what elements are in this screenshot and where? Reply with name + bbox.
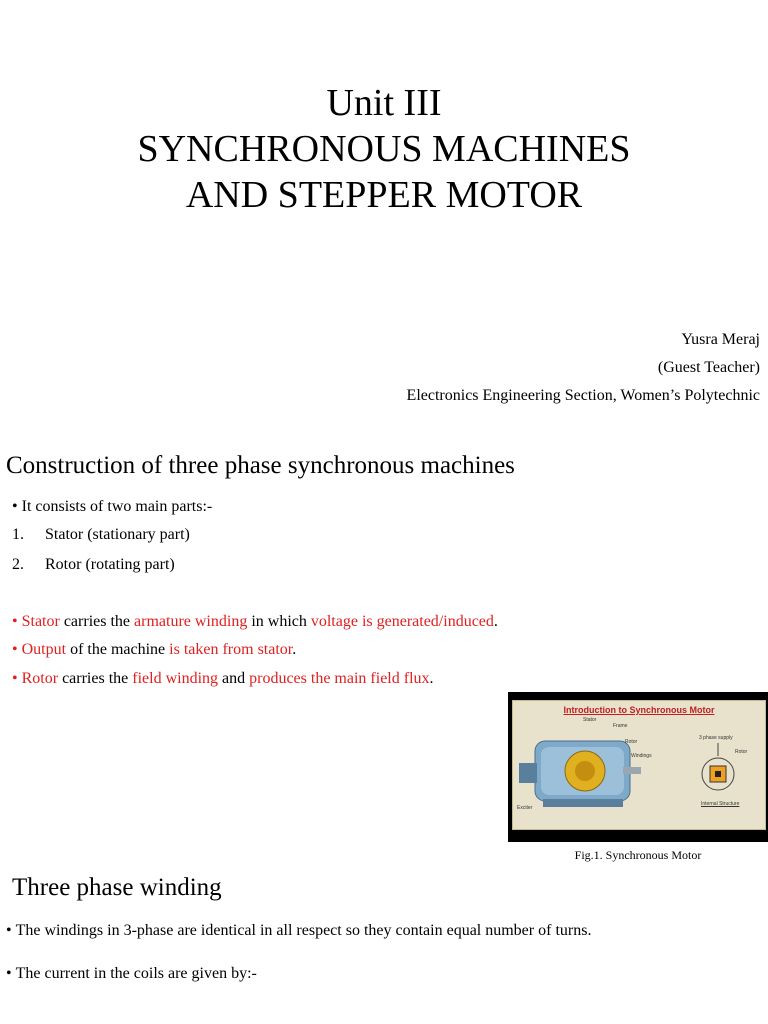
term-rotor: Rotor <box>21 670 59 687</box>
label-frame: Frame <box>613 723 628 729</box>
internal-rotor-core <box>715 771 721 777</box>
term-field-winding: field winding <box>132 670 219 687</box>
bullet-rotor <box>12 669 434 689</box>
bullet-dot: • <box>6 922 16 939</box>
text: . <box>292 641 297 658</box>
label-rotor-internal: Rotor <box>735 749 748 755</box>
bullet-output <box>12 640 296 660</box>
exciter-shape <box>519 763 537 783</box>
text: and <box>218 670 250 687</box>
item-number: 2. <box>12 556 24 573</box>
bullet-dot: • <box>6 965 16 982</box>
motor-illustration <box>513 701 765 829</box>
label-supply: 3 phase supply <box>699 735 733 741</box>
author-affiliation: Electronics Engineering Section, Women’s Polytechnic <box>406 387 760 404</box>
label-exciter: Exciter <box>517 805 533 811</box>
section-heading-construction: Construction of three phase synchronous machines <box>6 452 515 479</box>
bullet-windings-identical <box>6 921 591 941</box>
label-internal-structure: Internal Structure <box>701 801 740 807</box>
title-line-1: Unit III <box>326 82 442 124</box>
bullet-text: It consists of two main parts:- <box>21 498 213 515</box>
text: . <box>429 670 434 687</box>
item-text: Rotor (rotating part) <box>45 556 175 573</box>
figure-caption: Fig.1. Synchronous Motor <box>574 848 702 862</box>
rotor-core-shape <box>575 761 595 781</box>
numbered-item <box>12 555 175 575</box>
numbered-item <box>12 525 190 545</box>
figure-image <box>512 700 766 830</box>
text: in which <box>247 613 311 630</box>
text: carries the <box>59 613 135 630</box>
label-stator: Stator <box>583 717 597 723</box>
item-number: 1. <box>12 526 24 543</box>
bullet-text: The windings in 3-phase are identical in all respect so they contain equal number of turns. <box>15 922 592 939</box>
figure-synchronous-motor <box>508 692 768 842</box>
bullet-text: The current in the coils are given by:- <box>15 965 257 982</box>
figure-title: Introduction to Synchronous Motor <box>563 705 715 715</box>
title-line-2: SYNCHRONOUS MACHINES <box>137 128 631 170</box>
text: carries the <box>58 670 133 687</box>
item-text: Stator (stationary part) <box>45 526 190 543</box>
label-windings: Windings <box>631 753 652 759</box>
term-main-field-flux: produces the main field flux <box>249 670 430 687</box>
term-output: Output <box>21 641 67 658</box>
bullet-stator <box>12 612 498 632</box>
bullet-dot: • <box>12 670 22 687</box>
term-stator: Stator <box>21 613 60 630</box>
label-rotor: Rotor <box>625 739 638 745</box>
text: . <box>493 613 498 630</box>
author-name: Yusra Meraj <box>681 331 760 348</box>
bullet-dot: • <box>12 498 22 515</box>
bullet-dot: • <box>12 641 22 658</box>
motor-base-shape <box>543 799 623 807</box>
term-taken-from-stator: is taken from stator <box>169 641 293 658</box>
term-voltage-induced: voltage is generated/induced <box>310 613 494 630</box>
bullet-current-coils <box>6 964 257 984</box>
term-armature-winding: armature winding <box>134 613 248 630</box>
shaft-shape <box>623 767 641 774</box>
title-line-3: AND STEPPER MOTOR <box>185 174 583 216</box>
section-heading-three-phase-winding: Three phase winding <box>12 874 222 901</box>
bullet-intro <box>12 497 212 517</box>
author-role: (Guest Teacher) <box>657 359 760 376</box>
text: of the machine <box>66 641 170 658</box>
bullet-dot: • <box>12 613 22 630</box>
